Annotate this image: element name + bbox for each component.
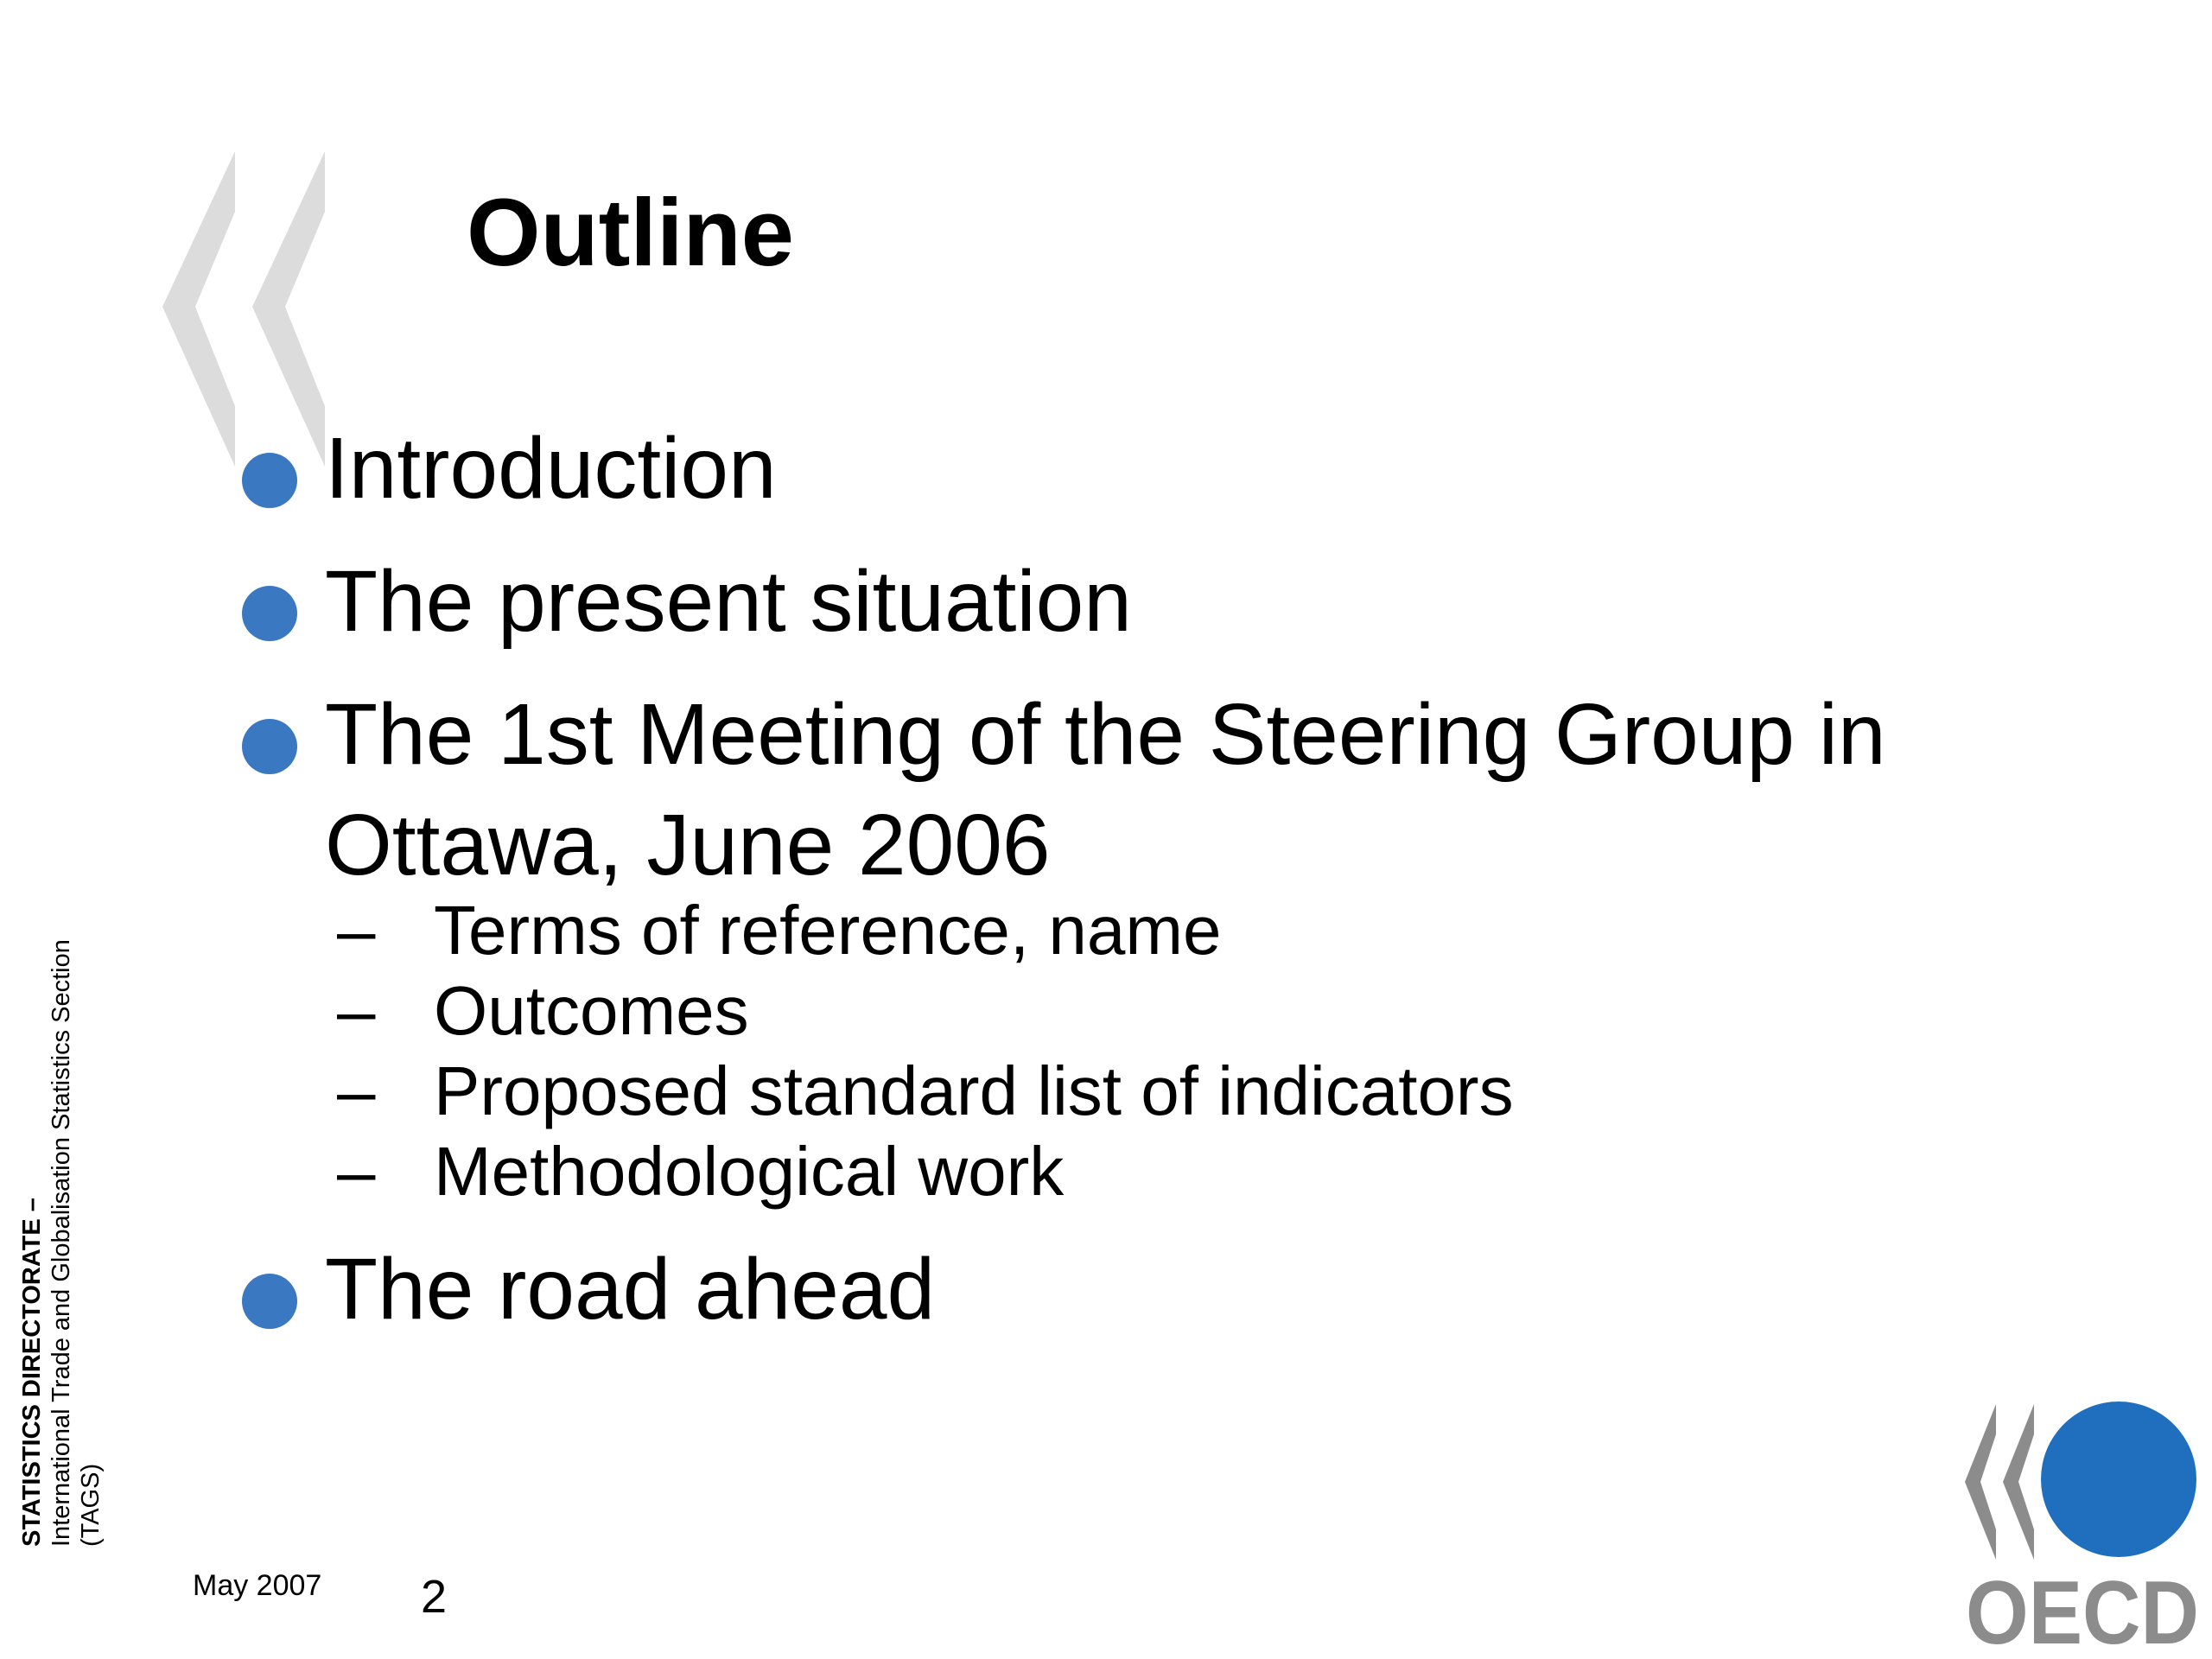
- bullet-dot-icon: [242, 586, 297, 641]
- bullet-list: [240, 413, 2055, 1367]
- bullet-item-road-ahead: [240, 1234, 2055, 1344]
- bullet-item-steering-group-meeting: [240, 679, 2055, 1211]
- slide-title: Outline: [467, 180, 794, 286]
- oecd-logo: [1961, 1400, 2203, 1650]
- sub-item-outcomes: [337, 970, 2055, 1051]
- sub-item-text: Methodological work: [434, 1133, 1065, 1210]
- bullet-dot-icon: [242, 1274, 297, 1329]
- bullet-text: The 1st Meeting of the Steering Group in Ottawa, June 2006: [325, 686, 1886, 893]
- sidebar-line-section: International Trade and Globalisation Statistics Section: [48, 939, 75, 1547]
- oecd-logo-text: OECD: [1966, 1563, 2199, 1650]
- sub-item-text: Terms of reference, name: [434, 892, 1222, 969]
- bullet-text: Introduction: [325, 420, 777, 517]
- sub-bullet-list: [325, 890, 2055, 1211]
- dash-marker: –: [337, 972, 376, 1049]
- bullet-dot-icon: [242, 719, 297, 774]
- sidebar-directorate-label: [17, 855, 105, 1547]
- dash-marker: –: [337, 1133, 376, 1210]
- sub-item-indicators: [337, 1051, 2055, 1131]
- dash-marker: –: [337, 1052, 376, 1129]
- sub-item-methodological-work: [337, 1131, 2055, 1211]
- footer-date: May 2007: [193, 1569, 322, 1602]
- sidebar-line-acronym: (TAGS): [77, 1463, 105, 1547]
- bullet-item-introduction: [240, 413, 2055, 524]
- sub-item-text: Proposed standard list of indicators: [434, 1052, 1514, 1129]
- sidebar-line-directorate: STATISTICS DIRECTORATE –: [18, 1198, 46, 1547]
- sub-item-text: Outcomes: [434, 972, 749, 1049]
- bullet-text: The present situation: [325, 553, 1132, 650]
- bullet-item-present-situation: [240, 546, 2055, 657]
- page-number: 2: [421, 1571, 448, 1623]
- sub-item-terms-of-reference: [337, 890, 2055, 970]
- bullet-text: The road ahead: [325, 1241, 936, 1338]
- dash-marker: –: [337, 892, 376, 969]
- bullet-dot-icon: [242, 453, 297, 508]
